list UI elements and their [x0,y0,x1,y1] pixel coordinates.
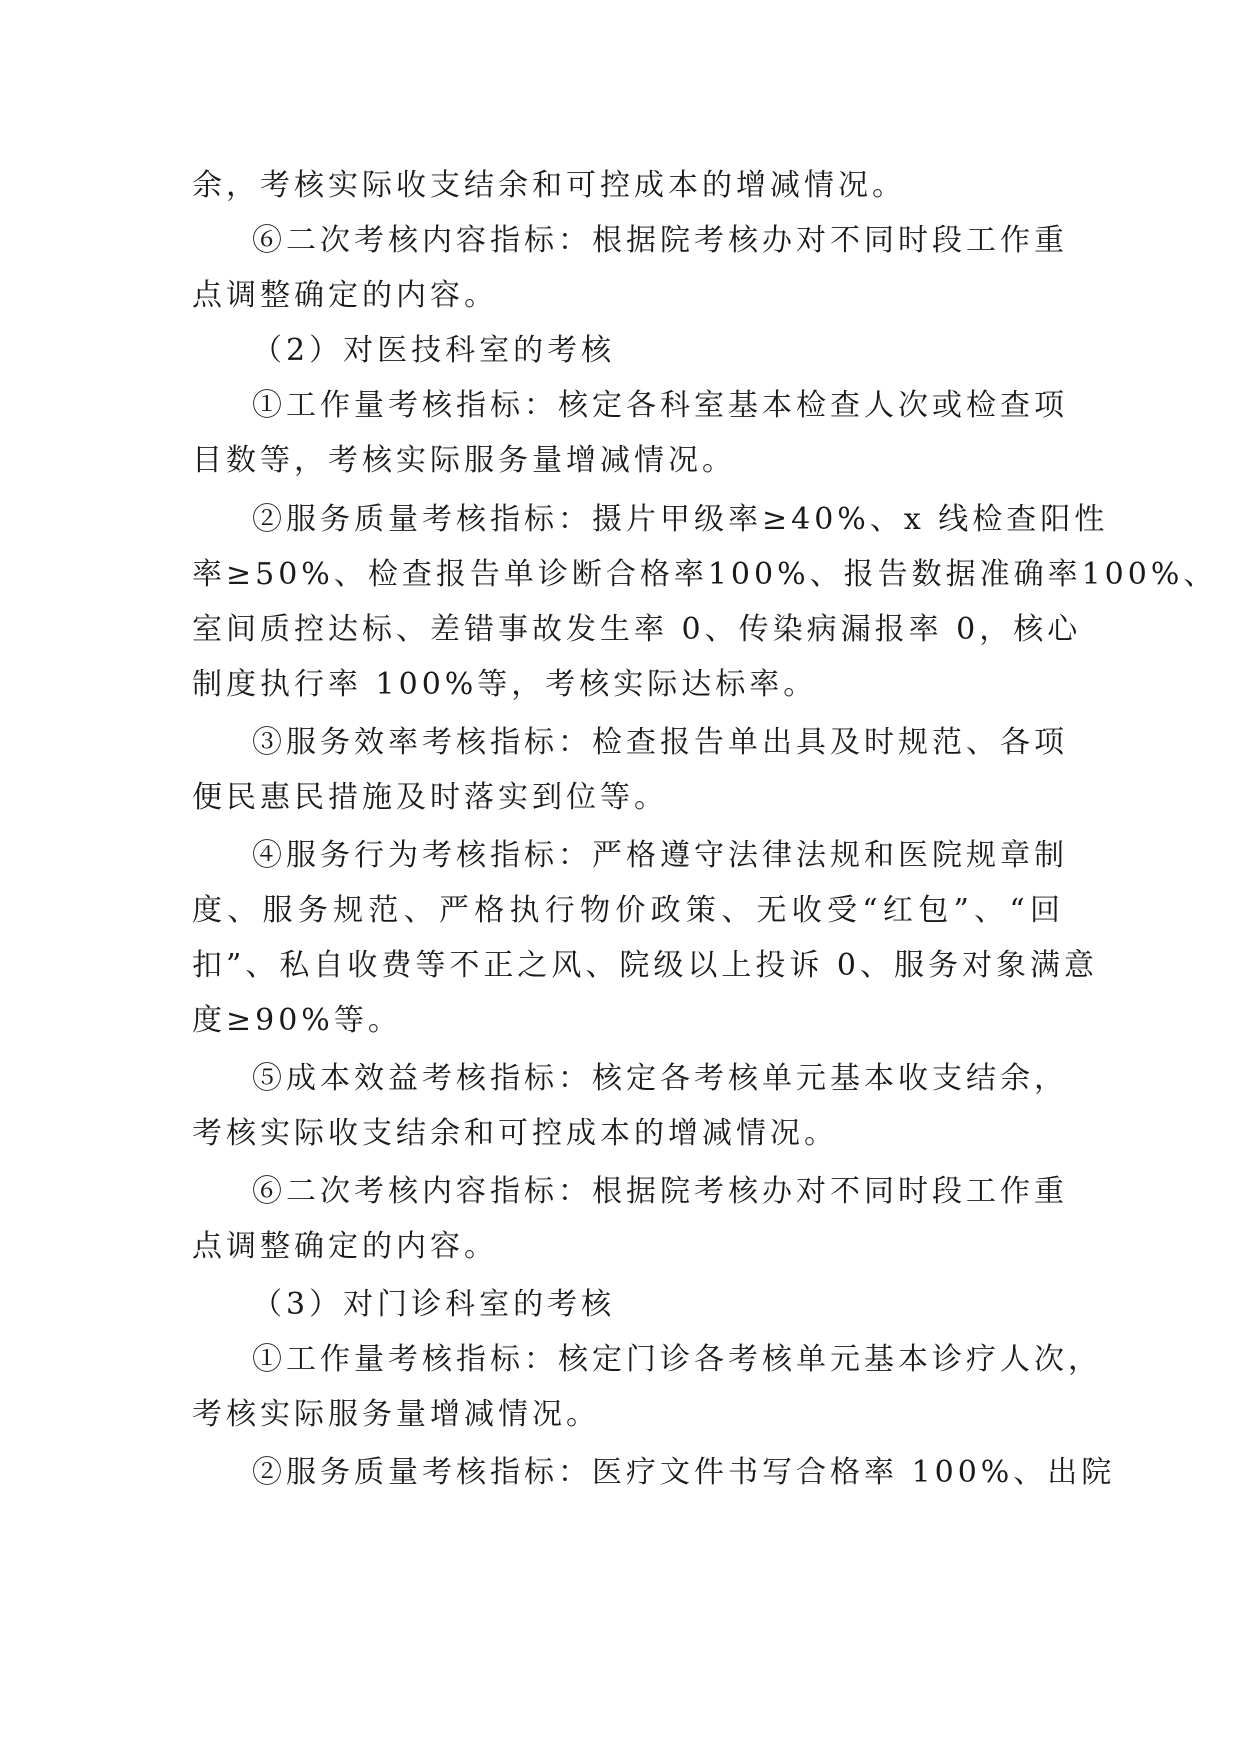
section-heading: （2）对医技科室的考核 [252,333,616,368]
text-line: 度≥90%等。 [192,1003,402,1038]
text-line: 扣”、私自收费等不正之风、院级以上投诉 0、服务对象满意 [192,948,1098,983]
text-line: ③服务效率考核指标：检查报告单出具及时规范、各项 [252,725,1068,760]
text-line: 便民惠民措施及时落实到位等。 [192,780,668,815]
text-line: ⑥二次考核内容指标：根据院考核办对不同时段工作重 [252,223,1068,258]
text-line: ⑤成本效益考核指标：核定各考核单元基本收支结余， [252,1061,1068,1096]
text-line: 考核实际收支结余和可控成本的增减情况。 [192,1116,838,1151]
text-line: 余，考核实际收支结余和可控成本的增减情况。 [192,168,906,203]
text-line: 制度执行率 100%等，考核实际达标率。 [192,667,818,702]
text-line: ②服务质量考核指标：摄片甲级率≥40%、x 线检查阳性 [252,502,1109,537]
text-line: 点调整确定的内容。 [192,278,498,313]
text-line: ⑥二次考核内容指标：根据院考核办对不同时段工作重 [252,1174,1068,1209]
text-line: 点调整确定的内容。 [192,1229,498,1264]
section-heading: （3）对门诊科室的考核 [252,1287,616,1322]
text-line: ①工作量考核指标：核定门诊各考核单元基本诊疗人次， [252,1342,1102,1377]
text-line: ②服务质量考核指标：医疗文件书写合格率 100%、出院 [252,1455,1116,1490]
text-line: ①工作量考核指标：核定各科室基本检查人次或检查项 [252,388,1068,423]
text-line: 目数等，考核实际服务量增减情况。 [192,443,736,478]
text-line: 度、服务规范、严格执行物价政策、无收受“红包”、“回 [192,893,1064,928]
text-line: ④服务行为考核指标：严格遵守法律法规和医院规章制 [252,838,1068,873]
text-line: 考核实际服务量增减情况。 [192,1397,600,1432]
text-line: 室间质控达标、差错事故发生率 0、传染病漏报率 0，核心 [192,612,1082,647]
text-line: 率≥50%、检查报告单诊断合格率100%、报告数据准确率100%、 [192,557,1218,592]
